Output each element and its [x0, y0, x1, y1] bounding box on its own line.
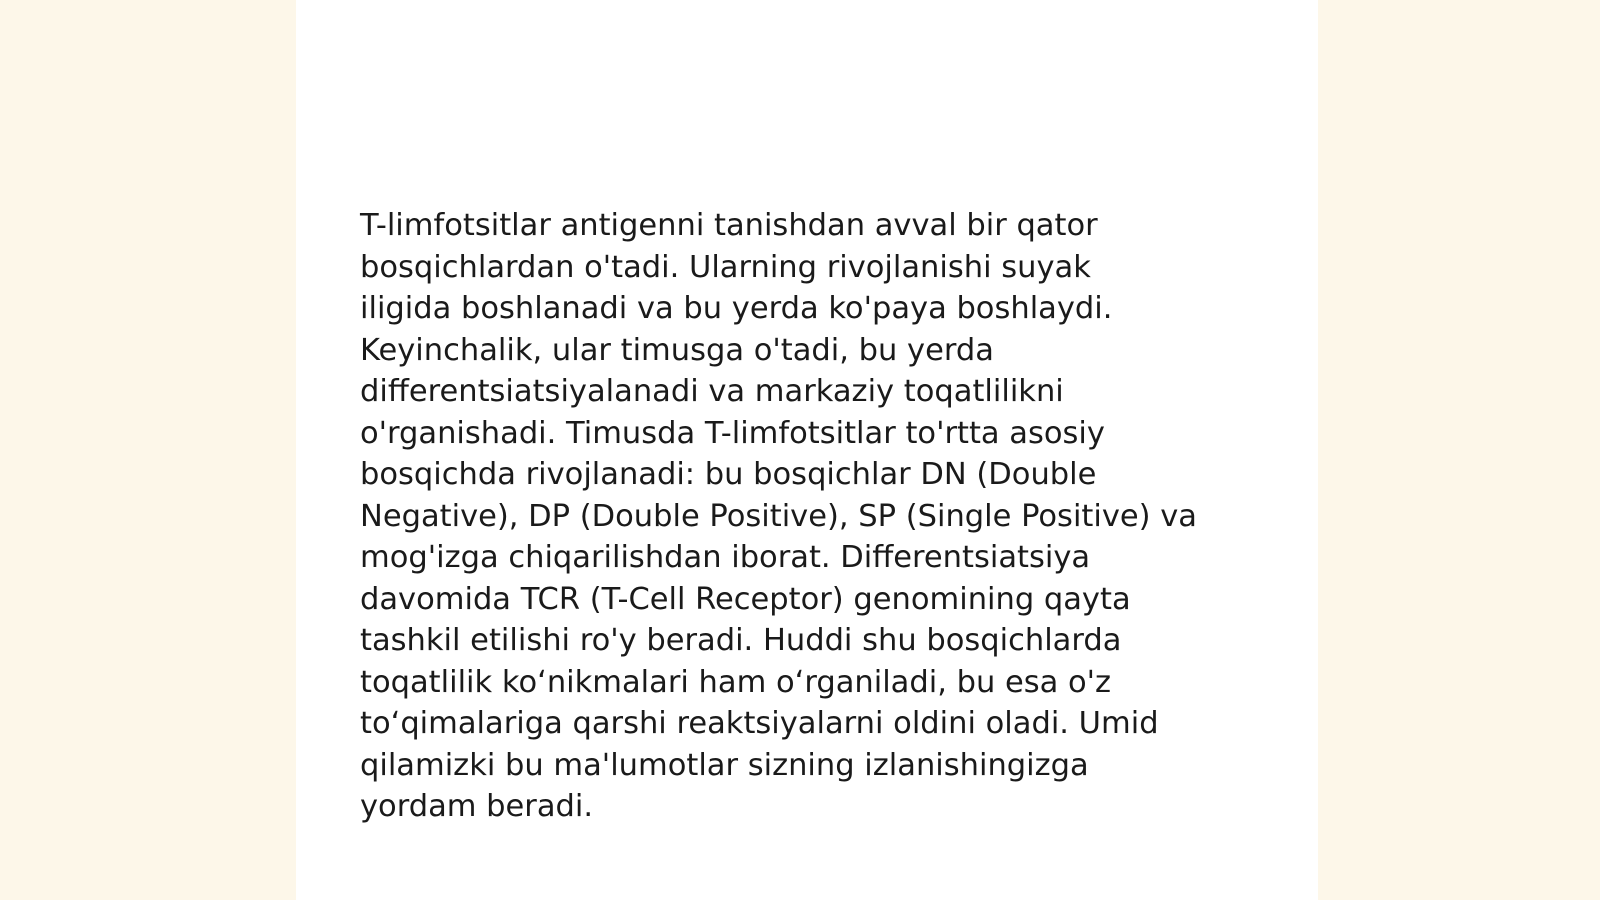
document-page [296, 0, 1318, 900]
body-paragraph: T-limfotsitlar antigenni tanishdan avval bir qator bosqichlardan o'tadi. Ularning rivojlanishi suyak iligida boshlanadi va bu yerda ko'paya boshlaydi. Keyinchalik, ular timusga o'tadi, bu yerda differentsiatsiyalanadi va markaziy toqatlilikni o'rganishadi. Timusda T-limfotsitlar to'rtta asosiy bosqichda rivojlanadi: bu bosqichlar DN (Double Negative), DP (Double Positive), SP (Single Positive) va mog'izga chiqarilishdan iborat. Differentsiatsiya davomida TCR (T-Cell Receptor) genomining qayta tashkil etilishi ro'y beradi. Huddi shu bosqichlarda toqatlilik ko‘nikmalari ham o‘rganiladi, bu esa o'z to‘qimalariga qarshi reaktsiyalarni oldini oladi. Umid qilamizki bu ma'lumotlar sizning izlanishingizga yordam beradi. [360, 208, 1197, 824]
